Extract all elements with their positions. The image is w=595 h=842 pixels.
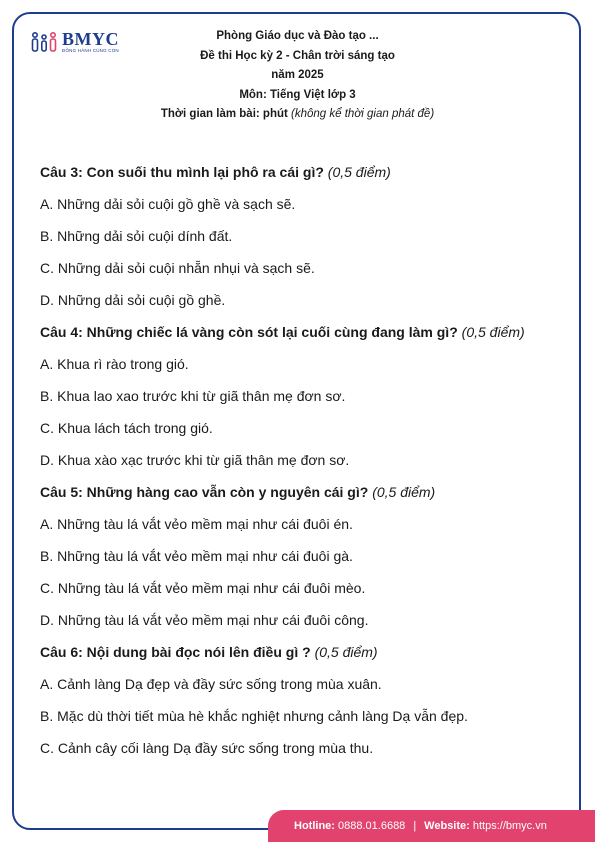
brand-tagline: ĐỒNG HÀNH CÙNG CON <box>62 48 119 54</box>
header-line-exam-title: Đề thi Học kỳ 2 - Chân trời sáng tạo <box>200 49 395 62</box>
question-3 <box>40 160 560 184</box>
question-text: Câu 4: Những chiếc lá vàng còn sót lại cuối cùng đang làm gì? <box>40 324 458 340</box>
question-text: Câu 6: Nội dung bài đọc nói lên điều gì ? <box>40 644 311 660</box>
option-6b: B. Mặc dù thời tiết mùa hè khắc nghiệt nhưng cảnh làng Dạ vẫn đẹp. <box>40 708 468 724</box>
header-line-subject: Môn: Tiếng Việt lớp 3 <box>239 88 356 101</box>
question-list <box>40 160 560 760</box>
contact-footer <box>268 810 595 842</box>
option-3b: B. Những dải sỏi cuội dính đất. <box>40 228 233 244</box>
duration-label: Thời gian làm bài: phút <box>160 108 288 120</box>
option-5a: A. Những tàu lá vắt vẻo mềm mại như cái đuôi én. <box>40 516 353 532</box>
option-5c: C. Những tàu lá vắt vẻo mềm mại như cái đuôi mèo. <box>40 580 366 596</box>
family-figures-icon <box>30 31 58 53</box>
question-6 <box>40 640 560 664</box>
option-3a: A. Những dải sỏi cuội gồ ghề và sạch sẽ. <box>40 196 296 212</box>
question-points: (0,5 điểm) <box>314 644 378 660</box>
question-4 <box>40 320 560 344</box>
question-text: Câu 5: Những hàng cao vẫn còn y nguyên cái gì? <box>40 484 369 500</box>
website-label: Website: <box>424 820 470 832</box>
exam-header <box>120 27 475 125</box>
footer-separator: | <box>413 820 417 832</box>
duration-note: (không kể thời gian phát đề) <box>291 108 435 120</box>
question-points: (0,5 điểm) <box>461 324 525 340</box>
question-points: (0,5 điểm) <box>372 484 436 500</box>
brand-logo <box>30 30 119 54</box>
option-3d: D. Những dải sỏi cuội gồ ghề. <box>40 292 226 308</box>
option-4c: C. Khua lách tách trong gió. <box>40 420 213 436</box>
header-line-duration <box>120 105 475 125</box>
hotline-label: Hotline: <box>294 820 335 832</box>
option-5d: D. Những tàu lá vắt vẻo mềm mại như cái đuôi công. <box>40 612 369 628</box>
question-5 <box>40 480 560 504</box>
option-6c: C. Cảnh cây cối làng Dạ đầy sức sống trong mùa thu. <box>40 740 374 756</box>
question-text: Câu 3: Con suối thu mình lại phô ra cái gì? <box>40 164 324 180</box>
header-line-year: năm 2025 <box>271 69 324 81</box>
option-3c: C. Những dải sỏi cuội nhẵn nhụi và sạch sẽ. <box>40 260 315 276</box>
header-line-department: Phòng Giáo dục và Đào tạo ... <box>216 30 379 42</box>
website-link[interactable]: https://bmyc.vn <box>472 820 547 832</box>
question-points: (0,5 điểm) <box>327 164 391 180</box>
hotline-number[interactable]: 0888.01.6688 <box>338 820 406 832</box>
option-6a: A. Cảnh làng Dạ đẹp và đầy sức sống trong mùa xuân. <box>40 676 382 692</box>
brand-name: BMYC <box>62 29 119 50</box>
option-4b: B. Khua lao xao trước khi từ giã thân mẹ đơn sơ. <box>40 388 346 404</box>
option-4d: D. Khua xào xạc trước khi từ giã thân mẹ đơn sơ. <box>40 452 350 468</box>
option-5b: B. Những tàu lá vắt vẻo mềm mại như cái đuôi gà. <box>40 548 353 564</box>
option-4a: A. Khua rì rào trong gió. <box>40 356 189 372</box>
